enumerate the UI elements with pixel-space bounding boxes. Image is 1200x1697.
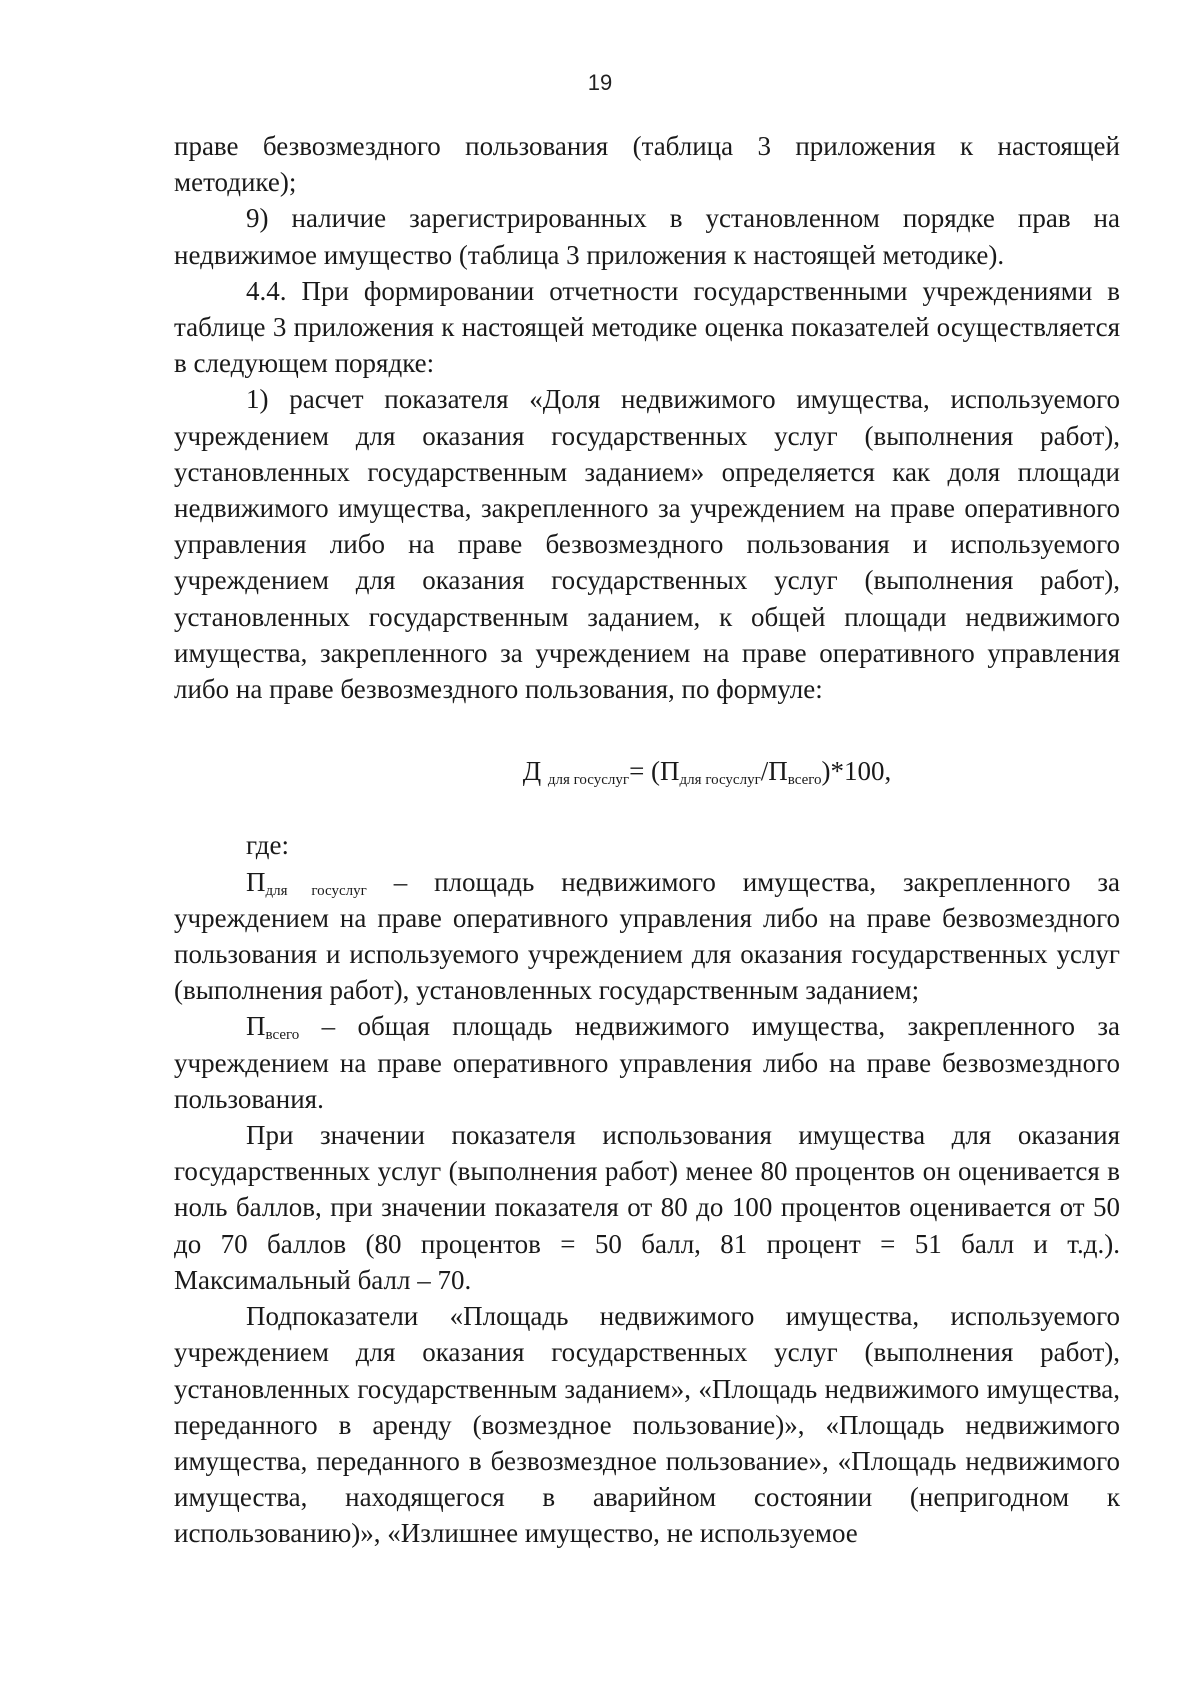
term-2-definition: – общая площадь недвижимого имущества, закрепленного за учреждением на праве оперативного управления либо на праве безвозмездного пользования.	[174, 1011, 1120, 1114]
paragraph: 9) наличие зарегистрированных в установленном порядке прав на недвижимое имущество (таблица 3 приложения к настоящей методике).	[174, 203, 1120, 270]
term-1-definition: – площадь недвижимого имущества, закрепленного за учреждением на праве оперативного управления либо на праве безвозмездного пользования и используемого учреждением для оказания государственных услуг (выполнения работ), установленных государственным заданием;	[174, 866, 1120, 1006]
term-2-symbol: П	[246, 1011, 266, 1042]
paragraph: 4.4. При формировании отчетности государственными учреждениями в таблице 3 приложения к настоящей методике оценка показателей осуществляется в следующем порядке:	[174, 275, 1120, 379]
formula-equals: = (П	[629, 756, 680, 787]
paragraph: Подпоказатели «Площадь недвижимого имущества, используемого учреждением для оказания государственных услуг (выполнения работ), установленных государственным заданием», «Площадь недвижимого имущества, переданного в аренду (возмездное пользование)», «Площадь недвижимого имущества, переданного в безвозмездное пользование», «Площадь недвижимого имущества, находящегося в аварийном состоянии (непригодном к использованию)», «Излишнее имущество, не используемое	[174, 1301, 1120, 1549]
formula-denominator-subscript: всего	[787, 772, 822, 789]
term-2-subscript: всего	[265, 1027, 300, 1044]
definition-term-1	[174, 864, 1120, 1009]
formula	[174, 753, 1120, 789]
formula-divide: /П	[760, 756, 788, 787]
term-1-subscript: для госуслуг	[265, 882, 367, 899]
paragraph: праве безвозмездного пользования (таблица 3 приложения к настоящей методике);	[174, 131, 1120, 198]
definition-term-2	[174, 1008, 1120, 1117]
formula-lhs-symbol: Д	[522, 756, 542, 787]
formula-close: )*100,	[821, 756, 892, 787]
term-1-symbol: П	[246, 866, 266, 897]
paragraph: 1) расчет показателя «Доля недвижимого имущества, используемого учреждением для оказания государственных услуг (выполнения работ), установленных государственным заданием» определяется как доля площади недвижимого имущества, закрепленного за учреждением на праве оперативного управления либо на праве безвозмездного пользования и используемого учреждением для оказания государственных услуг (выполнения работ), установленных государственным заданием, к общей площади недвижимого имущества, закрепленного за учреждением на праве оперативного управления либо на праве безвозмездного пользования, по формуле:	[174, 384, 1120, 705]
formula-numerator-subscript: для госуслуг	[679, 772, 761, 789]
where-label: где:	[246, 830, 289, 861]
formula-lhs-subscript: для госуслуг	[547, 772, 630, 789]
page-number: 19	[587, 70, 613, 95]
paragraph: При значении показателя использования имущества для оказания государственных услуг (выполнения работ) менее 80 процентов он оценивается в ноль баллов, при значении показателя от 80 до 100 процентов оценивается от 50 до 70 баллов (80 процентов = 50 балл, 81 процент = 51 балл и т.д.). Максимальный балл – 70.	[174, 1120, 1120, 1295]
document-body	[174, 128, 1120, 1552]
